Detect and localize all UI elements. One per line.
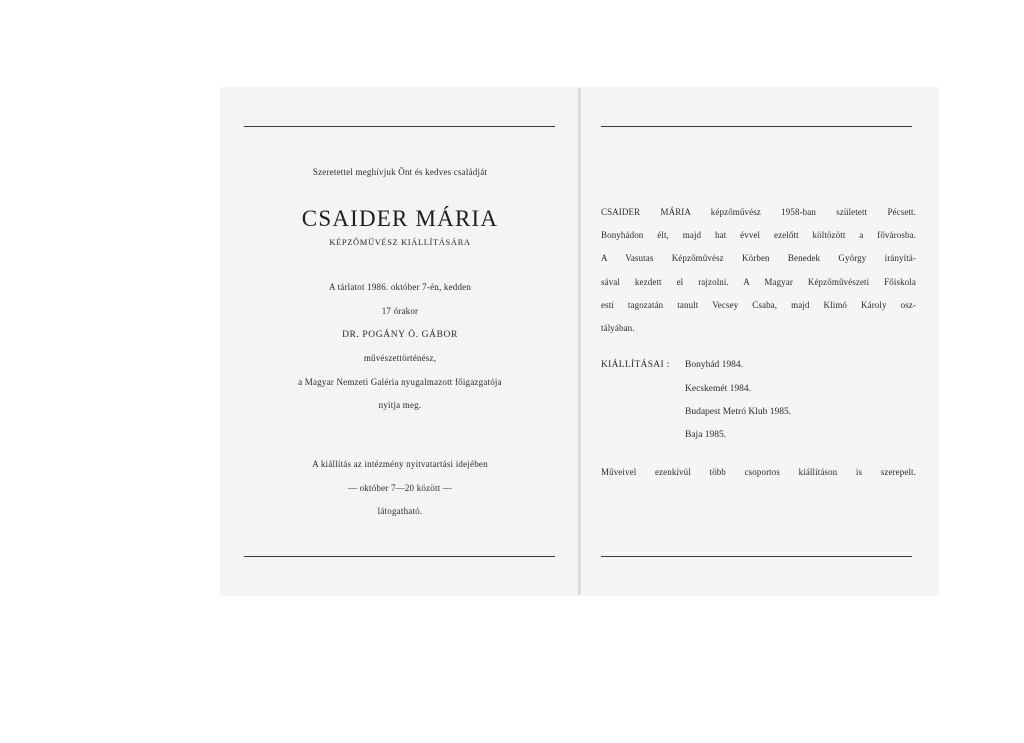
invitation-left-page [221,88,579,595]
opener-position: a Magyar Nemzeti Galéria nyugalmazott főigazgatója [298,377,502,387]
opening-time-line: 17 órakor [381,306,419,316]
top-rule [244,126,555,127]
visit-closing-line: látogatható. [377,506,423,516]
opener-profession: művészettörténész, [363,353,437,363]
bio-line: tályában. [601,323,635,333]
visit-dates-line: — október 7—20 között — [347,483,453,493]
bio-line: esti tagozatán tanult Vecsey Csaba, majd Klimó Károly osz- [601,300,916,310]
greeting-line: Szeretettel meghívjuk Önt és kedves családját [312,167,488,177]
opening-closing-line: nyitja meg. [378,400,422,410]
exhibitions-label: KIÁLLÍTÁSAI : [601,360,670,370]
exhibition-item: Baja 1985. [685,430,727,440]
visit-hours-line: A kiállítás az intézmény nyitvatartási idejében [312,459,488,469]
artist-name: CSAIDER MÁRIA [301,206,499,231]
exhibition-item: Bonyhád 1984. [685,360,744,370]
bio-line: CSAIDER MÁRIA képzőművész 1958-ban született Pécsett. [601,207,916,217]
opener-name: DR. POGÁNY Ö. GÁBOR [342,330,458,340]
exhibition-title: KÉPZŐMŰVÉSZ KIÁLLÍTÁSÁRA [329,237,471,247]
exhibition-item: Kecskemét 1984. [685,384,751,394]
opening-date-line: A tárlatot 1986. október 7-én, kedden [328,282,472,292]
bio-line: sával kezdett el rajzolni. A Magyar Képzőművészeti Főiskola [601,277,916,287]
top-rule [601,126,912,127]
closing-line: Műveivel ezenkívül több csoportos kiállításon is szerepelt. [601,467,916,477]
exhibition-item: Budapest Metró Klub 1985. [685,407,792,417]
bio-line: A Vasutas Képzőművész Körben Benedek György irányítá- [601,253,916,263]
bottom-rule [601,556,912,557]
bottom-rule [244,556,555,557]
invitation-card [221,88,938,595]
bio-line: Bonyhádon élt, majd hat évvel ezelőtt költözött a fővárosba. [601,230,916,240]
invitation-right-page [581,88,938,595]
